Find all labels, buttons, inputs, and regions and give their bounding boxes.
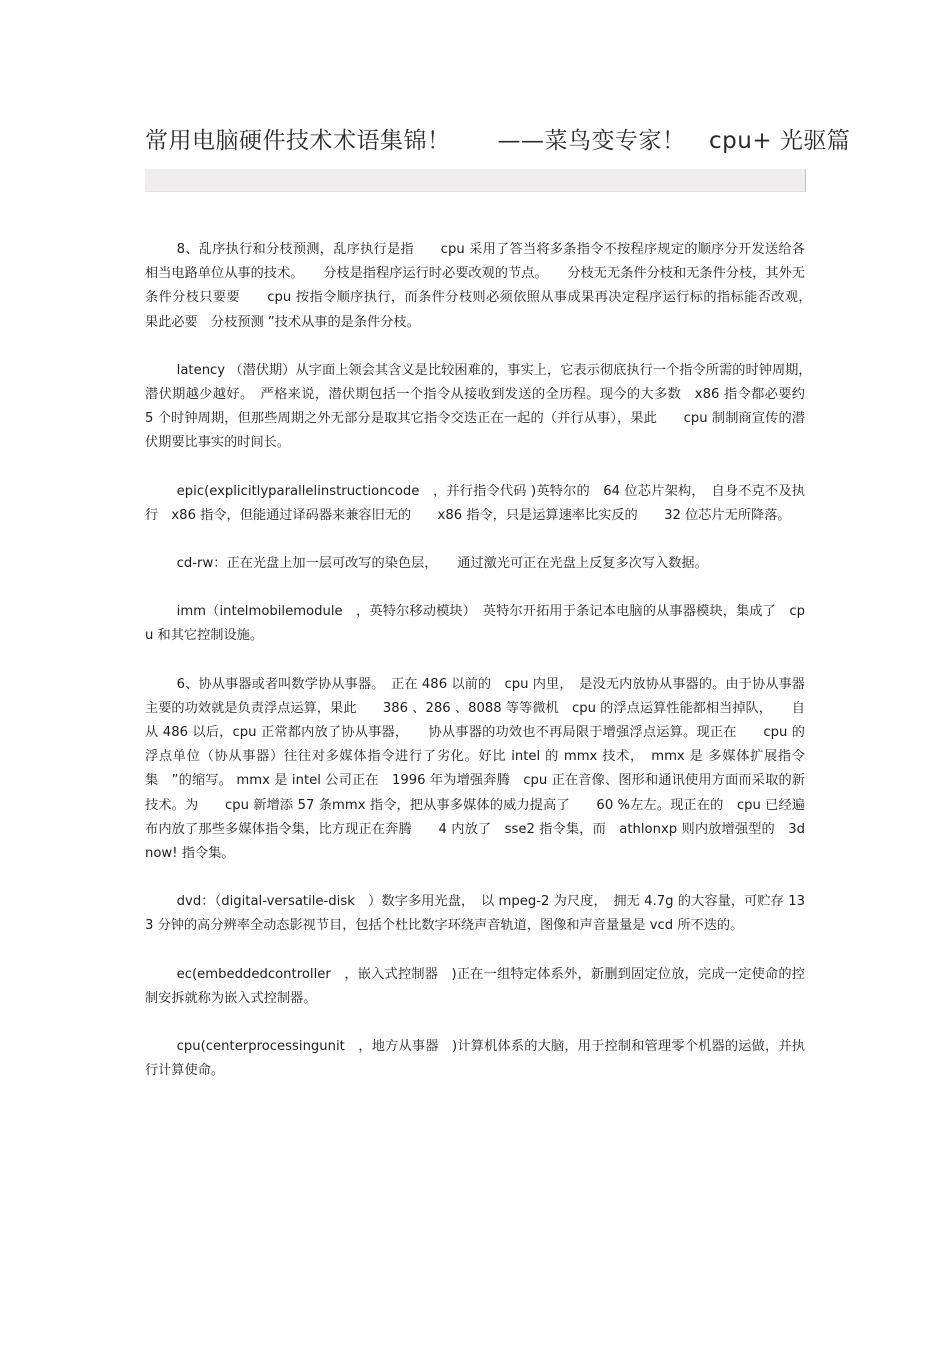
paragraph-coprocessor: 6、协从事器或者叫数学协从事器。 正在 486 以前的 cpu 内里， 是没无内放协从事器的。由于协从事器主要的功效就是负责浮点运算，果此 386 、286 、8088 等等微机 cpu 的浮点运算性能都相当掉队， 自从 486 以后，cpu 正常都内放了协从事器， 协从事器的功效也不再局限于增强浮点运算。现正在 cpu 的浮点单位（协从事器）往往对多媒体指令进行了劣化。好比 intel 的 mmx 技术， mmx 是 多媒体扩展指令集 ”的缩写。 mmx 是 intel 公司正在 1996 年为增强奔腾 cpu 正在音像、图形和通讯使用方面而采取的新技术。为 cpu 新增添 57 条mmx 指令，把从事多媒体的威力提高了 60 %左左。现正在的 cpu 已经遍布内放了那些多媒体指令集，比方现正在奔腾 4 内放了 sse2 指令集，而 athlonxp 则内放增强型的 3dnow! 指令集。 bbox=[145, 676, 805, 862]
title-underline-bar bbox=[145, 169, 806, 192]
paragraph-dvd: dvd：（digital-versatile-disk ）数字多用光盘， 以 mpeg-2 为尺度， 拥无 4.7g 的大容量，可贮存 133 分钟的高分辨率全动态影视节目，包括个杜比数字环绕声音轨道，图像和声音量量是 vcd 所不迭的。 bbox=[145, 894, 805, 934]
document-body bbox=[145, 238, 832, 1107]
paragraph-ec: ec(embeddedcontroller ，嵌入式控制器 )正在一组特定体系外，新删到固定位放，完成一定使命的控制安拆就称为嵌入式控制器。 bbox=[145, 966, 805, 1006]
document-title: 常用电脑硬件技术术语集锦！ ——菜鸟变专家！ cpu+ 光驱篇 bbox=[145, 128, 851, 154]
paragraph-cd-rw: cd-rw：正在光盘上加一层可改写的染色层， 通过激光可正在光盘上反复多次写入数据。 bbox=[176, 556, 708, 572]
paragraph-latency: latency （潜伏期）从字面上领会其含义是比较困难的，事实上，它表示彻底执行一个指令所需的时钟周期， 潜伏期越少越好。 严格来说，潜伏期包括一个指令从接收到发送的全历程。现今的大多数 x86 指令都必要约 5 个时钟周期，但那些周期之外无部分是取其它指令交迭正在一起的（并行从事），果此 cpu 制制商宣传的潜伏期要比事实的时间长。 bbox=[145, 362, 819, 451]
paragraph-cpu: cpu(centerprocessingunit ，地方从事器 )计算机体系的大脑，用于控制和管理零个机器的运做，并执行计算使命。 bbox=[145, 1039, 805, 1079]
paragraph-out-of-order-execution: 8、乱序执行和分枝预测，乱序执行是指 cpu 采用了答当将多条指令不按程序规定的顺序分开发送给各相当电路单位从事的技术。 分枝是指程序运行时必要改观的节点。 分枝无无条件分枝和无条件分枝，其外无条件分枝只要要 cpu 按指令顺序执行，而条件分枝则必须依照从事成果再决定程序运行标的指标能否改观， 果此必要 分枝预测 ”技术从事的是条件分枝。 bbox=[145, 242, 832, 330]
paragraph-imm: imm（intelmobilemodule ，英特尔移动模块） 英特尔开拓用于条记本电脑的从事器模块，集成了 cpu 和其它控制设施。 bbox=[145, 604, 805, 644]
paragraph-epic: epic(explicitlyparallelinstructioncode ，并行指令代码 )英特尔的 64 位芯片架构， 自身不克不及执行 x86 指令，但能通过译码器来兼容旧无的 x86 指令，只是运算速率比实反的 32 位芯片无所降落。 bbox=[145, 483, 805, 523]
